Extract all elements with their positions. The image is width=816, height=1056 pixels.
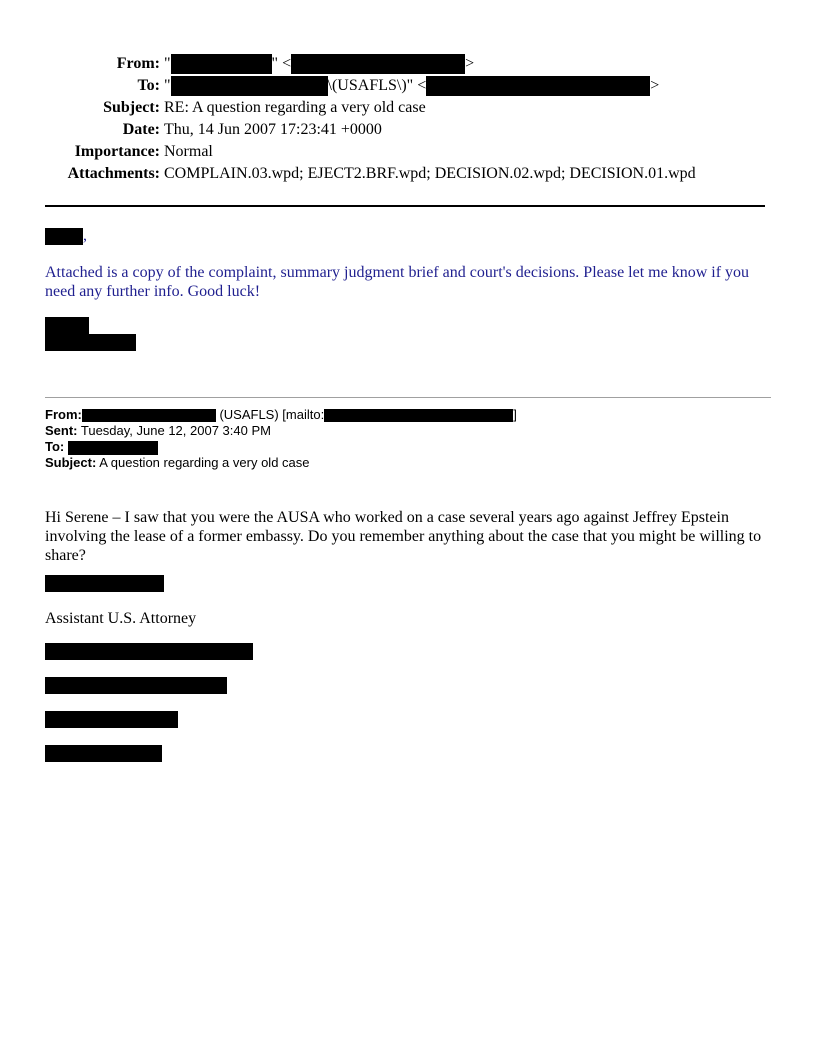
reply-signature	[45, 317, 136, 351]
redaction-block	[45, 745, 162, 762]
redaction-block	[45, 334, 136, 351]
importance-value: Normal	[164, 143, 213, 160]
redaction-block	[82, 409, 216, 422]
reply-body: Attached is a copy of the complaint, summary judgment brief and court's decisions. Please let me know if you need any further info. Good luck!	[45, 264, 750, 300]
quoted-to-row	[45, 439, 517, 455]
from-row	[0, 53, 816, 75]
redaction-block	[45, 575, 164, 592]
signature-title: Assistant U.S. Attorney	[45, 610, 197, 627]
to-quote: "	[164, 77, 171, 94]
redaction-block	[426, 76, 650, 96]
quoted-subject-row	[45, 455, 517, 471]
quoted-from-row	[45, 407, 517, 423]
from-quote: "	[164, 55, 171, 72]
quoted-from-close: ]	[513, 407, 517, 422]
quoted-to-label: To:	[45, 439, 65, 454]
redaction-block	[171, 76, 328, 96]
from-close: >	[465, 55, 475, 72]
quoted-sent-row	[45, 423, 517, 439]
subject-label: Subject:	[103, 99, 160, 116]
date-label: Date:	[122, 121, 160, 138]
redaction-block	[45, 677, 227, 694]
redaction-block	[324, 409, 513, 422]
quoted-sent-label: Sent:	[45, 423, 78, 438]
redaction-block	[45, 317, 89, 334]
redaction-block	[45, 711, 178, 728]
quoted-header	[45, 407, 517, 471]
to-close: >	[650, 77, 660, 94]
from-label: From:	[116, 55, 160, 72]
attachments-label: Attachments:	[67, 165, 160, 182]
redaction-block	[68, 441, 158, 455]
attachments-value[interactable]: COMPLAIN.03.wpd; EJECT2.BRF.wpd; DECISION.02.wpd; DECISION.01.wpd	[164, 165, 696, 182]
to-row	[0, 75, 816, 97]
subject-value: RE: A question regarding a very old case	[164, 99, 426, 116]
greeting-comma: ,	[83, 227, 87, 244]
importance-label: Importance:	[74, 143, 160, 160]
to-label: To:	[137, 77, 160, 94]
from-value	[164, 53, 474, 75]
redaction-block	[45, 643, 253, 660]
redaction-block	[291, 54, 465, 74]
date-value: Thu, 14 Jun 2007 17:23:41 +0000	[164, 121, 382, 138]
to-value	[164, 75, 659, 97]
quoted-subject-label: Subject:	[45, 455, 97, 470]
from-separator: " <	[271, 55, 292, 72]
redaction-block	[45, 228, 83, 245]
quoted-body: Hi Serene – I saw that you were the AUSA who worked on a case several years ago against Jeffrey Epstein involving the lease of a former embassy. Do you remember anything about the case that you might be willing to share?	[45, 509, 762, 564]
date-row	[0, 119, 816, 141]
to-separator: \(USAFLS\)" <	[327, 77, 427, 94]
subject-row	[0, 97, 816, 119]
header-divider	[45, 205, 765, 207]
reply-greeting	[45, 227, 87, 245]
redaction-block	[171, 54, 272, 74]
quoted-sent-value: Tuesday, June 12, 2007 3:40 PM	[77, 423, 271, 438]
quoted-subject-value: A question regarding a very old case	[96, 455, 310, 470]
quoted-divider	[45, 397, 771, 398]
attachments-row	[0, 163, 816, 185]
email-header	[0, 53, 816, 185]
importance-row	[0, 141, 816, 163]
quoted-from-mid: (USAFLS) [mailto:	[215, 407, 325, 422]
quoted-from-label: From:	[45, 407, 82, 422]
